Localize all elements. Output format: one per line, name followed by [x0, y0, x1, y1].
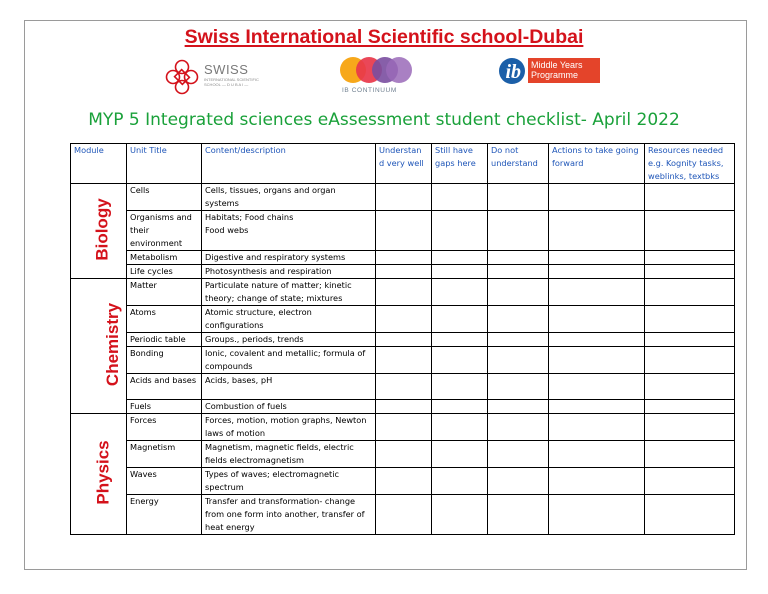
unit-title-cell: Organisms and their environment	[127, 211, 202, 251]
resources-cell[interactable]	[645, 441, 735, 468]
unit-title-cell: Magnetism	[127, 441, 202, 468]
resources-cell[interactable]	[645, 251, 735, 265]
gaps-cell[interactable]	[432, 400, 488, 414]
unit-title-cell: Periodic table	[127, 333, 202, 347]
gaps-cell[interactable]	[432, 251, 488, 265]
table-row	[71, 279, 735, 306]
unit-title-cell: Cells	[127, 184, 202, 211]
table-row	[71, 400, 735, 414]
actions-cell[interactable]	[549, 306, 645, 333]
actions-cell[interactable]	[549, 374, 645, 400]
not-understand-cell[interactable]	[488, 184, 549, 211]
not-understand-cell[interactable]	[488, 265, 549, 279]
unit-title-cell: Fuels	[127, 400, 202, 414]
gaps-cell[interactable]	[432, 211, 488, 251]
actions-cell[interactable]	[549, 251, 645, 265]
unit-title-cell: Matter	[127, 279, 202, 306]
actions-cell[interactable]	[549, 414, 645, 441]
not-understand-cell[interactable]	[488, 279, 549, 306]
content-cell: Transfer and transformation- change from one form into another, transfer of heat energy	[202, 495, 376, 535]
resources-cell[interactable]	[645, 211, 735, 251]
header-gaps: Still have gaps here	[432, 144, 488, 184]
understand-cell[interactable]	[376, 333, 432, 347]
understand-cell[interactable]	[376, 211, 432, 251]
understand-cell[interactable]	[376, 414, 432, 441]
not-understand-cell[interactable]	[488, 414, 549, 441]
school-title: Swiss International Scientific school-Dubai	[184, 26, 584, 48]
table-row	[71, 333, 735, 347]
swiss-logo-text: SWISS	[204, 62, 249, 77]
table-header-row	[71, 144, 735, 184]
table-row	[71, 251, 735, 265]
content-cell: Cells, tissues, organs and organ systems	[202, 184, 376, 211]
content-cell: Ionic, covalent and metallic; formula of compounds	[202, 347, 376, 374]
content-cell: Types of waves; electromagnetic spectrum	[202, 468, 376, 495]
module-cell-physics	[71, 414, 127, 535]
gaps-cell[interactable]	[432, 374, 488, 400]
header-unit-title: Unit Title	[127, 144, 202, 184]
table-row	[71, 441, 735, 468]
table-row	[71, 495, 735, 535]
table-body	[71, 184, 735, 535]
header-resources: Resources needed e.g. Kognity tasks, weblinks, textbks	[645, 144, 735, 184]
unit-title-cell: Bonding	[127, 347, 202, 374]
not-understand-cell[interactable]	[488, 333, 549, 347]
resources-cell[interactable]	[645, 400, 735, 414]
not-understand-cell[interactable]	[488, 468, 549, 495]
resources-cell[interactable]	[645, 374, 735, 400]
checklist-table	[70, 143, 735, 535]
content-cell: Combustion of fuels	[202, 400, 376, 414]
content-cell: Atomic structure, electron configurations	[202, 306, 376, 333]
not-understand-cell[interactable]	[488, 374, 549, 400]
content-cell: Photosynthesis and respiration	[202, 265, 376, 279]
gaps-cell[interactable]	[432, 184, 488, 211]
not-understand-cell[interactable]	[488, 347, 549, 374]
not-understand-cell[interactable]	[488, 251, 549, 265]
actions-cell[interactable]	[549, 265, 645, 279]
myp-logo	[498, 56, 603, 86]
understand-cell[interactable]	[376, 468, 432, 495]
understand-cell[interactable]	[376, 279, 432, 306]
gaps-cell[interactable]	[432, 441, 488, 468]
ib-continuum-circles-icon	[336, 56, 416, 86]
swiss-logo-subtext: INTERNATIONAL SCIENTIFIC SCHOOL — D U B A I —	[204, 77, 259, 87]
actions-cell[interactable]	[549, 347, 645, 374]
content-cell: Forces, motion, motion graphs, Newton laws of motion	[202, 414, 376, 441]
understand-cell[interactable]	[376, 184, 432, 211]
actions-cell[interactable]	[549, 184, 645, 211]
resources-cell[interactable]	[645, 333, 735, 347]
header-understand: Understan d very well	[376, 144, 432, 184]
content-cell: Habitats; Food chains Food webs	[202, 211, 376, 251]
unit-title-cell: Life cycles	[127, 265, 202, 279]
resources-cell[interactable]	[645, 279, 735, 306]
actions-cell[interactable]	[549, 495, 645, 535]
header-content: Content/description	[202, 144, 376, 184]
ib-continuum-logo	[335, 56, 425, 98]
gaps-cell[interactable]	[432, 279, 488, 306]
actions-cell[interactable]	[549, 211, 645, 251]
table-row	[71, 347, 735, 374]
module-cell-chemistry	[71, 279, 127, 414]
unit-title-cell: Waves	[127, 468, 202, 495]
not-understand-cell[interactable]	[488, 495, 549, 535]
resources-cell[interactable]	[645, 265, 735, 279]
content-cell: Digestive and respiratory systems	[202, 251, 376, 265]
ib-logo-icon	[498, 56, 528, 86]
ib-continuum-caption: IB CONTINUUM	[342, 87, 397, 94]
content-cell: Groups., periods, trends	[202, 333, 376, 347]
module-name: Chemistry	[103, 302, 123, 387]
gaps-cell[interactable]	[432, 495, 488, 535]
table-row	[71, 374, 735, 400]
module-name: Physics	[93, 440, 113, 505]
understand-cell[interactable]	[376, 441, 432, 468]
actions-cell[interactable]	[549, 400, 645, 414]
svg-text:ib: ib	[505, 61, 522, 83]
understand-cell[interactable]	[376, 251, 432, 265]
not-understand-cell[interactable]	[488, 441, 549, 468]
understand-cell[interactable]	[376, 265, 432, 279]
gaps-cell[interactable]	[432, 468, 488, 495]
table-row	[71, 265, 735, 279]
unit-title-cell: Acids and bases	[127, 374, 202, 400]
gaps-cell[interactable]	[432, 347, 488, 374]
unit-title-cell: Metabolism	[127, 251, 202, 265]
not-understand-cell[interactable]	[488, 306, 549, 333]
table-row	[71, 468, 735, 495]
header-actions: Actions to take going forward	[549, 144, 645, 184]
resources-cell[interactable]	[645, 468, 735, 495]
checklist-title: MYP 5 Integrated sciences eAssessment student checklist- April 2022	[88, 110, 680, 130]
swiss-knot-icon	[164, 58, 200, 96]
actions-cell[interactable]	[549, 441, 645, 468]
content-cell: Particulate nature of matter; kinetic theory; change of state; mixtures	[202, 279, 376, 306]
gaps-cell[interactable]	[432, 414, 488, 441]
actions-cell[interactable]	[549, 333, 645, 347]
table-row	[71, 414, 735, 441]
resources-cell[interactable]	[645, 495, 735, 535]
actions-cell[interactable]	[549, 468, 645, 495]
content-cell: Acids, bases, pH	[202, 374, 376, 400]
not-understand-cell[interactable]	[488, 400, 549, 414]
myp-label: Middle Years Programme	[528, 58, 600, 83]
gaps-cell[interactable]	[432, 306, 488, 333]
table-row	[71, 306, 735, 333]
module-name: Biology	[92, 198, 112, 261]
table-row	[71, 184, 735, 211]
understand-cell[interactable]	[376, 495, 432, 535]
not-understand-cell[interactable]	[488, 211, 549, 251]
unit-title-cell: Forces	[127, 414, 202, 441]
understand-cell[interactable]	[376, 306, 432, 333]
content-cell: Magnetism, magnetic fields, electric fields electromagnetism	[202, 441, 376, 468]
gaps-cell[interactable]	[432, 333, 488, 347]
resources-cell[interactable]	[645, 306, 735, 333]
understand-cell[interactable]	[376, 400, 432, 414]
header-not-understand: Do not understand	[488, 144, 549, 184]
swiss-logo	[164, 58, 264, 96]
resources-cell[interactable]	[645, 347, 735, 374]
table-row	[71, 211, 735, 251]
understand-cell[interactable]	[376, 347, 432, 374]
resources-cell[interactable]	[645, 184, 735, 211]
understand-cell[interactable]	[376, 374, 432, 400]
resources-cell[interactable]	[645, 414, 735, 441]
header-module: Module	[71, 144, 127, 184]
unit-title-cell: Energy	[127, 495, 202, 535]
gaps-cell[interactable]	[432, 265, 488, 279]
actions-cell[interactable]	[549, 279, 645, 306]
module-cell-biology	[71, 184, 127, 279]
unit-title-cell: Atoms	[127, 306, 202, 333]
